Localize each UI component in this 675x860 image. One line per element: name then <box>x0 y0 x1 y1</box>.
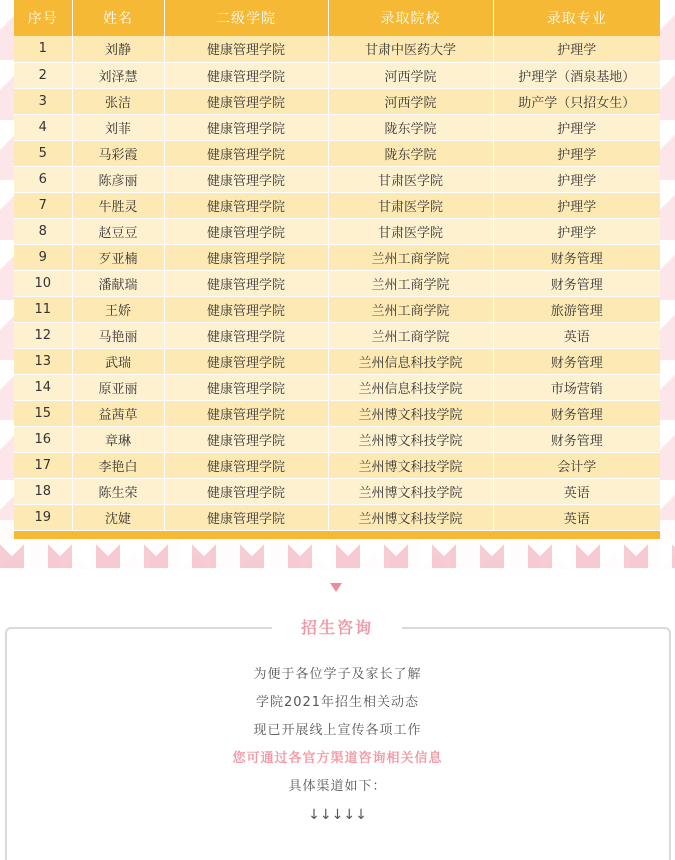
cell-school: 河西学院 <box>328 88 493 114</box>
table-row <box>14 452 660 478</box>
cell-name: 刘静 <box>72 36 164 62</box>
cell-major: 护理学 <box>493 166 660 192</box>
cell-index: 3 <box>14 88 72 114</box>
cell-major: 护理学 <box>493 192 660 218</box>
cell-major: 财务管理 <box>493 348 660 374</box>
cell-name: 王娇 <box>72 296 164 322</box>
cell-name: 沈婕 <box>72 504 164 530</box>
cell-major: 护理学 <box>493 140 660 166</box>
cell-index: 6 <box>14 166 72 192</box>
table-row <box>14 478 660 504</box>
cell-name: 章琳 <box>72 426 164 452</box>
cell-major: 财务管理 <box>493 400 660 426</box>
cell-school: 兰州工商学院 <box>328 244 493 270</box>
channels-label: 具体渠道如下： <box>288 779 387 794</box>
cell-index: 19 <box>14 504 72 530</box>
cell-index: 17 <box>14 452 72 478</box>
cell-index: 8 <box>14 218 72 244</box>
cell-college: 健康管理学院 <box>164 452 328 478</box>
table-row <box>14 36 660 62</box>
cell-college: 健康管理学院 <box>164 426 328 452</box>
cell-name: 刘菲 <box>72 114 164 140</box>
header-name: 姓名 <box>72 0 164 36</box>
cell-index: 7 <box>14 192 72 218</box>
triangle-down-icon <box>330 583 342 592</box>
cell-school: 兰州博文科技学院 <box>328 426 493 452</box>
cell-college: 健康管理学院 <box>164 374 328 400</box>
consult-line: 为便于各位学子及家长了解 <box>253 667 422 682</box>
table-row <box>14 140 660 166</box>
cell-name: 李艳白 <box>72 452 164 478</box>
table-row <box>14 192 660 218</box>
cell-school: 兰州工商学院 <box>328 322 493 348</box>
header-major: 录取专业 <box>493 0 660 36</box>
table-row <box>14 322 660 348</box>
cell-major: 财务管理 <box>493 270 660 296</box>
down-arrows-icon: ↓↓↓↓↓ <box>308 807 367 823</box>
consult-highlight: 您可通过各官方渠道咨询相关信息 <box>232 751 443 766</box>
cell-college: 健康管理学院 <box>164 400 328 426</box>
cell-name: 张洁 <box>72 88 164 114</box>
table-row <box>14 400 660 426</box>
cell-school: 陇东学院 <box>328 140 493 166</box>
cell-major: 英语 <box>493 504 660 530</box>
cell-name: 武瑞 <box>72 348 164 374</box>
cell-school: 兰州博文科技学院 <box>328 478 493 504</box>
cell-school: 兰州博文科技学院 <box>328 452 493 478</box>
cell-major: 助产学（只招女生） <box>493 88 660 114</box>
cell-name: 益茜草 <box>72 400 164 426</box>
cell-college: 健康管理学院 <box>164 140 328 166</box>
cell-name: 马彩霞 <box>72 140 164 166</box>
cell-major: 财务管理 <box>493 426 660 452</box>
cell-name: 马艳丽 <box>72 322 164 348</box>
cell-index: 2 <box>14 62 72 88</box>
cell-college: 健康管理学院 <box>164 478 328 504</box>
cell-college: 健康管理学院 <box>164 192 328 218</box>
cell-index: 14 <box>14 374 72 400</box>
header-college: 二级学院 <box>164 0 328 36</box>
table-row <box>14 218 660 244</box>
table-row <box>14 88 660 114</box>
cell-college: 健康管理学院 <box>164 62 328 88</box>
cell-index: 12 <box>14 322 72 348</box>
cell-name: 牛胜灵 <box>72 192 164 218</box>
cell-school: 陇东学院 <box>328 114 493 140</box>
cell-college: 健康管理学院 <box>164 296 328 322</box>
cell-school: 甘肃医学院 <box>328 166 493 192</box>
cell-college: 健康管理学院 <box>164 504 328 530</box>
cell-major: 英语 <box>493 478 660 504</box>
cell-index: 1 <box>14 36 72 62</box>
cell-major: 护理学 <box>493 218 660 244</box>
header-index: 序号 <box>14 0 72 36</box>
table-body <box>14 36 660 530</box>
cell-school: 兰州信息科技学院 <box>328 348 493 374</box>
cell-major: 护理学 <box>493 36 660 62</box>
cell-school: 兰州工商学院 <box>328 270 493 296</box>
consult-text <box>0 665 675 833</box>
cell-index: 15 <box>14 400 72 426</box>
cell-name: 潘献瑞 <box>72 270 164 296</box>
cell-major: 会计学 <box>493 452 660 478</box>
table-row <box>14 244 660 270</box>
consult-title: 招生咨询 <box>272 614 402 642</box>
cell-college: 健康管理学院 <box>164 270 328 296</box>
cell-school: 兰州博文科技学院 <box>328 504 493 530</box>
cell-index: 13 <box>14 348 72 374</box>
table-row <box>14 62 660 88</box>
cell-index: 9 <box>14 244 72 270</box>
table-row <box>14 426 660 452</box>
cell-college: 健康管理学院 <box>164 166 328 192</box>
cell-college: 健康管理学院 <box>164 348 328 374</box>
table-header-row <box>14 0 660 36</box>
cell-major: 护理学 <box>493 114 660 140</box>
cell-college: 健康管理学院 <box>164 322 328 348</box>
cell-name: 刘泽慧 <box>72 62 164 88</box>
cell-index: 16 <box>14 426 72 452</box>
cell-major: 财务管理 <box>493 244 660 270</box>
cell-index: 18 <box>14 478 72 504</box>
cell-index: 10 <box>14 270 72 296</box>
admission-table-container <box>14 0 660 539</box>
cell-school: 甘肃中医药大学 <box>328 36 493 62</box>
consult-line: 现已开展线上宣传各项工作 <box>253 723 422 738</box>
table-row <box>14 166 660 192</box>
cell-school: 兰州博文科技学院 <box>328 400 493 426</box>
cell-major: 旅游管理 <box>493 296 660 322</box>
table-row <box>14 348 660 374</box>
cell-name: 赵豆豆 <box>72 218 164 244</box>
cell-name: 原亚丽 <box>72 374 164 400</box>
table-row <box>14 374 660 400</box>
cell-school: 甘肃医学院 <box>328 218 493 244</box>
cell-index: 5 <box>14 140 72 166</box>
cell-college: 健康管理学院 <box>164 88 328 114</box>
table-row <box>14 114 660 140</box>
cell-major: 护理学（酒泉基地） <box>493 62 660 88</box>
cell-college: 健康管理学院 <box>164 218 328 244</box>
cell-major: 市场营销 <box>493 374 660 400</box>
cell-college: 健康管理学院 <box>164 244 328 270</box>
cell-index: 4 <box>14 114 72 140</box>
table-row <box>14 504 660 530</box>
cell-name: 歹亚楠 <box>72 244 164 270</box>
cell-school: 兰州工商学院 <box>328 296 493 322</box>
cell-school: 兰州信息科技学院 <box>328 374 493 400</box>
cell-school: 甘肃医学院 <box>328 192 493 218</box>
table-row <box>14 270 660 296</box>
admission-table <box>14 0 660 531</box>
cell-school: 河西学院 <box>328 62 493 88</box>
header-school: 录取院校 <box>328 0 493 36</box>
cell-index: 11 <box>14 296 72 322</box>
cell-college: 健康管理学院 <box>164 36 328 62</box>
cell-name: 陈生荣 <box>72 478 164 504</box>
consult-line: 学院2021年招生相关动态 <box>255 695 420 710</box>
cell-major: 英语 <box>493 322 660 348</box>
cell-name: 陈彦丽 <box>72 166 164 192</box>
cell-college: 健康管理学院 <box>164 114 328 140</box>
table-row <box>14 296 660 322</box>
